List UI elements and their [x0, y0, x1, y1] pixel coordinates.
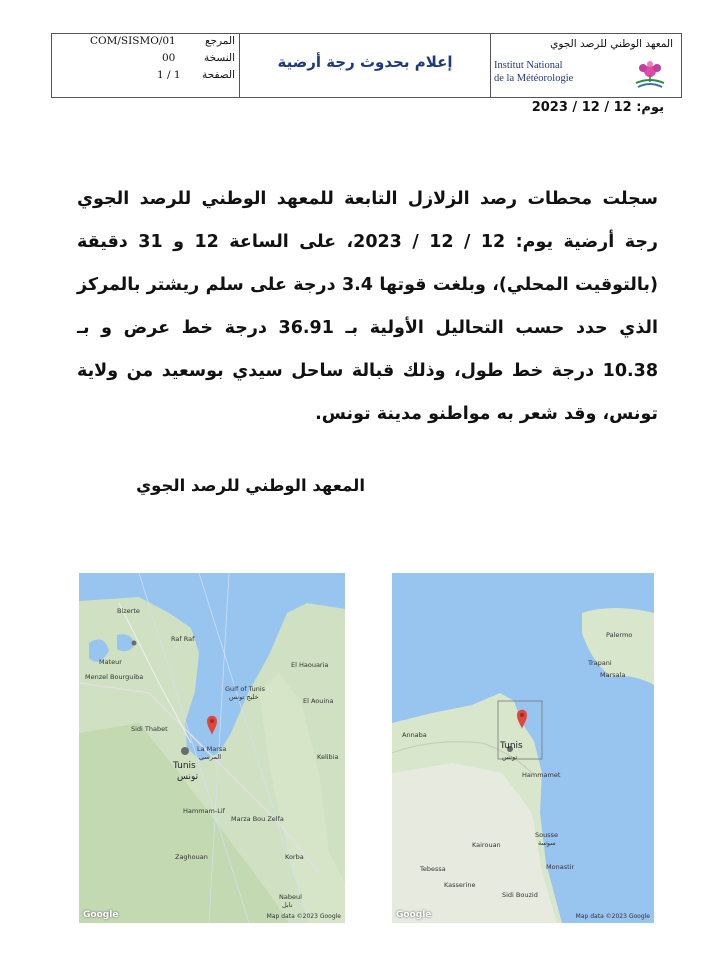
label-hammam-lif: Hammam-Lif	[183, 807, 225, 815]
page-value: 1 / 1	[157, 69, 181, 81]
institute-cell	[491, 34, 681, 97]
label-tunis: Tunis	[173, 761, 196, 771]
label-hammamet: Hammamet	[522, 771, 561, 779]
label-kairouan: Kairouan	[472, 841, 501, 849]
version-label: النسخة	[203, 52, 235, 64]
signature: المعهد الوطني للرصد الجوي	[136, 476, 365, 495]
title-cell	[240, 34, 491, 97]
label-palermo: Palermo	[606, 631, 633, 639]
institute-fr-line1: Institut National	[494, 60, 563, 71]
label-menzel: Menzel Bourguiba	[85, 673, 144, 681]
label-la-marsa: La Marsa	[197, 745, 227, 753]
version-value: 00	[162, 52, 176, 64]
label-gulf: Gulf of Tunis	[225, 685, 266, 693]
epicenter-map-regional	[392, 573, 654, 923]
reference-label: المرجع	[204, 35, 235, 47]
label-trapani: Trapani	[588, 659, 612, 667]
document-date: يوم: 12 / 12 / 2023	[531, 100, 664, 115]
institute-logo	[633, 57, 667, 91]
google-logo-regional: Google	[396, 910, 432, 920]
label-tunis-ar: تونس	[177, 772, 199, 782]
google-logo: Google	[83, 910, 119, 920]
reference-cell	[52, 34, 240, 97]
label-annaba: Annaba	[402, 731, 427, 739]
label-zaghouan: Zaghouan	[175, 853, 208, 861]
map-attribution-regional: Map data ©2023 Google	[575, 913, 650, 920]
map-attribution: Map data ©2023 Google	[266, 913, 341, 920]
label-tebessa: Tebessa	[420, 865, 446, 873]
institute-name-fr	[494, 59, 573, 85]
document-title: إعلام بحدوث رجة أرضية	[277, 53, 453, 71]
label-el-haouaria: El Haouaria	[291, 661, 329, 669]
institute-name-ar: المعهد الوطني للرصد الجوي	[550, 38, 673, 50]
label-el-aouina: El Aouina	[303, 697, 334, 705]
page-label: الصفحة	[202, 69, 235, 81]
label-la-marsa-ar: المرسى	[199, 753, 221, 761]
label-sidi-bouzid: Sidi Bouzid	[502, 891, 538, 899]
label-sousse: Sousse	[535, 831, 558, 839]
document-header	[51, 33, 682, 98]
label-gulf-ar: خليج تونس	[229, 693, 259, 701]
label-bizerte: Bizerte	[117, 607, 140, 615]
label-monastir: Monastir	[546, 863, 575, 871]
label-sidi-thabet: Sidi Thabet	[131, 725, 168, 733]
label-tunis-regional-ar: تونس	[502, 753, 518, 761]
label-tunis-regional: Tunis	[500, 741, 523, 751]
label-nabeul: Nabeul	[279, 893, 302, 901]
announcement-paragraph: سجلت محطات رصد الزلازل التابعة للمعهد الوطني للرصد الجوي رجة أرضية يوم: 12 / 12 / 2023، على الساعة 12 و 31 دقيقة (بالتوقيت المحلي)، وبلغت قوتها 3.4 درجة على سلم ريشتر بالمركز الذي حدد حسب التحاليل الأولية بـ 36.91 درجة خط عرض و بـ 10.38 درجة خط طول، وذلك قبالة ساحل سيدي بوسعيد من ولاية تونس، وقد شعر به مواطنو مدينة تونس.	[77, 189, 659, 424]
label-kelibia: Kelibia	[317, 753, 339, 761]
label-marsa: Marza Bou Zelfa	[231, 815, 284, 823]
label-sousse-ar: سوسة	[538, 839, 556, 847]
epicenter-map-zoomed	[79, 573, 345, 923]
announcement-body	[77, 178, 658, 436]
label-nabeul-ar: نابل	[282, 901, 293, 909]
label-kasserine: Kasserine	[444, 881, 476, 889]
label-korba: Korba	[285, 853, 304, 861]
institute-fr-line2: de la Météorologie	[494, 73, 574, 84]
label-marsala: Marsala	[600, 671, 626, 679]
reference-value: COM/SISMO/01	[90, 35, 176, 47]
label-raf-raf: Raf Raf	[171, 635, 195, 643]
label-mateur: Mateur	[99, 658, 122, 666]
